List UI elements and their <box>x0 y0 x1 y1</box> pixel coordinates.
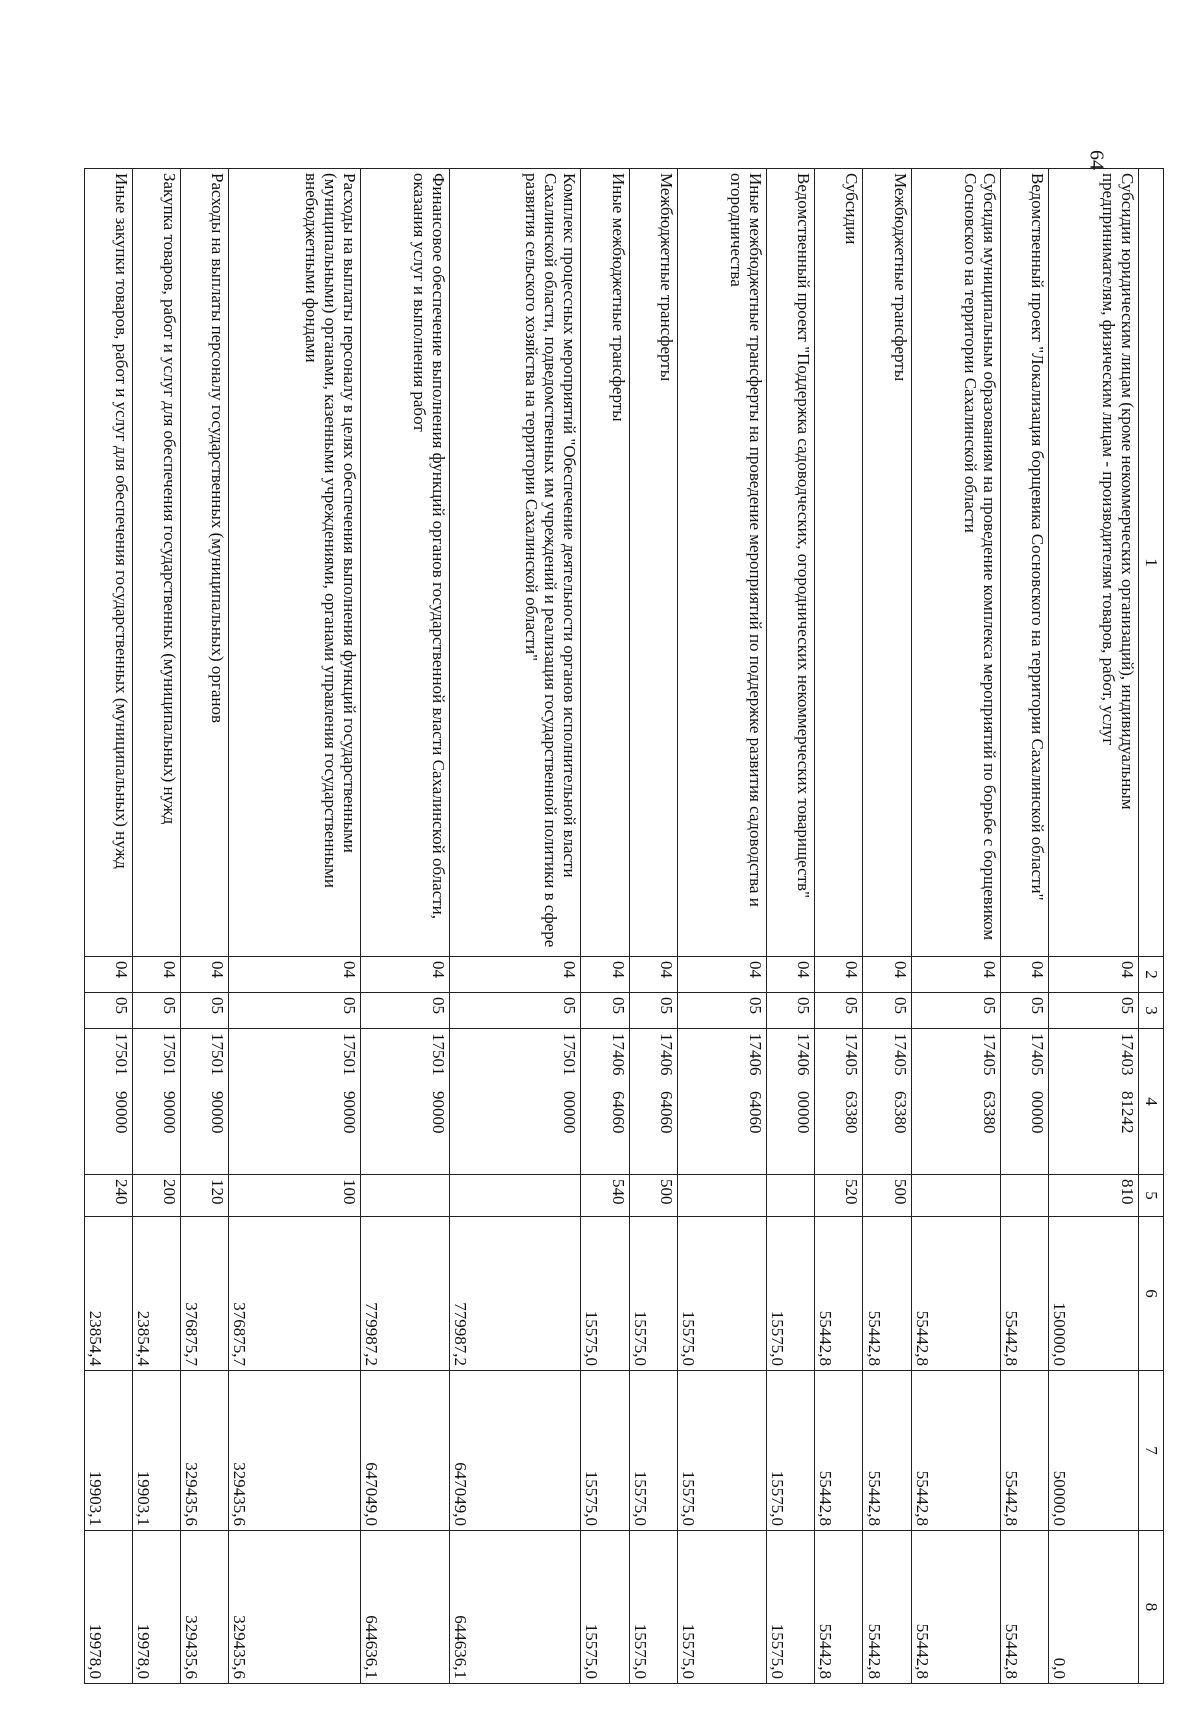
row-name: Межбюджетные трансферты <box>629 169 677 957</box>
row-name: Закупка товаров, работ и услуг для обеспечения государственных (муниципальных) нужд <box>133 169 181 957</box>
amount-col-8: 19978,0 <box>133 1531 181 1684</box>
subsection-code: 05 <box>581 993 629 1029</box>
amount-col-7: 55442,8 <box>1001 1371 1049 1531</box>
expense-type-code <box>360 1175 450 1217</box>
section-code: 04 <box>133 957 181 993</box>
amount-col-6: 779987,2 <box>450 1217 581 1371</box>
amount-col-6: 150000,0 <box>1049 1217 1139 1371</box>
amount-col-6: 376875,7 <box>229 1217 360 1371</box>
amount-col-6: 55442,8 <box>911 1217 1001 1371</box>
target-article-code <box>85 1029 133 1175</box>
section-code: 04 <box>229 957 360 993</box>
article-code-part-2: 63380 <box>842 1091 862 1134</box>
subsection-code: 05 <box>911 993 1001 1029</box>
subsection-code: 05 <box>815 993 863 1029</box>
target-article-code <box>815 1029 863 1175</box>
subsection-code: 05 <box>863 993 911 1029</box>
row-name: Финансовое обеспечение выполнения функций органов государственной власти Сахалинской области, оказания услуг и выполнения работ <box>360 169 450 957</box>
table-row <box>181 169 229 1684</box>
amount-col-6: 23854,4 <box>133 1217 181 1371</box>
article-code-part-1: 17406 <box>656 1033 676 1076</box>
table-row <box>1001 169 1049 1684</box>
article-code-part-1: 17501 <box>429 1033 449 1076</box>
expense-type-code: 500 <box>629 1175 677 1217</box>
subsection-code: 05 <box>1049 993 1139 1029</box>
row-name: Иные закупки товаров, работ и услуг для обеспечения государственных (муниципальных) нужд <box>85 169 133 957</box>
target-article-code <box>133 1029 181 1175</box>
header-cell: 6 <box>1139 1217 1164 1371</box>
amount-col-6: 15575,0 <box>629 1217 677 1371</box>
article-code-part-2: 00000 <box>560 1091 580 1134</box>
expense-type-code: 100 <box>229 1175 360 1217</box>
budget-table-container <box>84 168 1164 1683</box>
section-code: 04 <box>767 957 815 993</box>
section-code: 04 <box>911 957 1001 993</box>
amount-col-7: 15575,0 <box>581 1371 629 1531</box>
header-cell: 4 <box>1139 1029 1164 1175</box>
subsection-code: 05 <box>181 993 229 1029</box>
expense-type-code <box>911 1175 1001 1217</box>
article-code-part-2: 90000 <box>429 1091 449 1134</box>
row-name: Субсидии <box>815 169 863 957</box>
section-code: 04 <box>85 957 133 993</box>
section-code: 04 <box>677 957 767 993</box>
rotated-page-area <box>84 168 1164 1683</box>
section-code: 04 <box>1049 957 1139 993</box>
target-article-code <box>1049 1029 1139 1175</box>
row-name: Расходы на выплаты персоналу государственных (муниципальных) органов <box>181 169 229 957</box>
subsection-code: 05 <box>85 993 133 1029</box>
table-row <box>450 169 581 1684</box>
article-code-part-2: 63380 <box>980 1091 1000 1134</box>
target-article-code <box>229 1029 360 1175</box>
subsection-code: 05 <box>1001 993 1049 1029</box>
budget-table <box>84 168 1164 1684</box>
article-code-part-1: 17406 <box>794 1033 814 1076</box>
target-article-code <box>863 1029 911 1175</box>
table-row <box>133 169 181 1684</box>
amount-col-6: 55442,8 <box>863 1217 911 1371</box>
article-code-part-1: 17501 <box>208 1033 228 1076</box>
article-code-part-1: 17405 <box>980 1033 1000 1076</box>
header-cell: 1 <box>1139 169 1164 957</box>
amount-col-6: 55442,8 <box>815 1217 863 1371</box>
target-article-code <box>360 1029 450 1175</box>
page-number: 64 <box>1085 150 1108 170</box>
row-name: Иные межбюджетные трансферты <box>581 169 629 957</box>
article-code-part-2: 64060 <box>656 1091 676 1134</box>
article-code-part-2: 63380 <box>890 1091 910 1134</box>
expense-type-code: 240 <box>85 1175 133 1217</box>
table-row <box>85 169 133 1684</box>
amount-col-7: 15575,0 <box>629 1371 677 1531</box>
header-cell: 7 <box>1139 1371 1164 1531</box>
amount-col-8: 15575,0 <box>767 1531 815 1684</box>
section-code: 04 <box>581 957 629 993</box>
target-article-code <box>1001 1029 1049 1175</box>
amount-col-8: 15575,0 <box>677 1531 767 1684</box>
table-row <box>360 169 450 1684</box>
expense-type-code <box>767 1175 815 1217</box>
amount-col-8: 15575,0 <box>629 1531 677 1684</box>
expense-type-code: 200 <box>133 1175 181 1217</box>
header-cell: 5 <box>1139 1175 1164 1217</box>
table-row <box>229 169 360 1684</box>
amount-col-8: 644636,1 <box>450 1531 581 1684</box>
amount-col-8: 55442,8 <box>863 1531 911 1684</box>
row-name: Субсидии юридическим лицам (кроме некоммерческих организаций), индивидуальным предпринимателям, физическим лицам - производителям товаров, работ, услуг <box>1049 169 1139 957</box>
amount-col-8: 55442,8 <box>1001 1531 1049 1684</box>
section-code: 04 <box>450 957 581 993</box>
amount-col-7: 19903,1 <box>85 1371 133 1531</box>
amount-col-8: 644636,1 <box>360 1531 450 1684</box>
amount-col-6: 23854,4 <box>85 1217 133 1371</box>
article-code-part-2: 81242 <box>1118 1091 1137 1134</box>
expense-type-code <box>677 1175 767 1217</box>
article-code-part-2: 90000 <box>208 1091 228 1134</box>
amount-col-7: 55442,8 <box>911 1371 1001 1531</box>
subsection-code: 05 <box>767 993 815 1029</box>
row-name: Субсидия муниципальным образованиям на проведение комплекса мероприятий по борьбе с борщевиком Сосновского на территории Сахалинской области <box>911 169 1001 957</box>
subsection-code: 05 <box>133 993 181 1029</box>
row-name: Ведомственный проект "Поддержка садоводческих, огороднических некоммерческих товариществ" <box>767 169 815 957</box>
article-code-part-1: 17405 <box>890 1033 910 1076</box>
section-code: 04 <box>1001 957 1049 993</box>
amount-col-7: 55442,8 <box>863 1371 911 1531</box>
article-code-part-2: 64060 <box>746 1091 766 1134</box>
article-code-part-1: 17501 <box>160 1033 180 1076</box>
expense-type-code: 520 <box>815 1175 863 1217</box>
amount-col-7: 55442,8 <box>815 1371 863 1531</box>
amount-col-8: 19978,0 <box>85 1531 133 1684</box>
target-article-code <box>581 1029 629 1175</box>
expense-type-code <box>450 1175 581 1217</box>
amount-col-8: 55442,8 <box>815 1531 863 1684</box>
article-code-part-1: 17406 <box>746 1033 766 1076</box>
article-code-part-2: 90000 <box>339 1091 359 1134</box>
article-code-part-2: 00000 <box>1028 1091 1048 1134</box>
amount-col-8: 329435,6 <box>181 1531 229 1684</box>
article-code-part-1: 17501 <box>112 1033 132 1076</box>
subsection-code: 05 <box>677 993 767 1029</box>
table-row <box>815 169 863 1684</box>
row-name: Межбюджетные трансферты <box>863 169 911 957</box>
expense-type-code: 540 <box>581 1175 629 1217</box>
header-cell: 8 <box>1139 1531 1164 1684</box>
table-row <box>629 169 677 1684</box>
target-article-code <box>767 1029 815 1175</box>
amount-col-7: 19903,1 <box>133 1371 181 1531</box>
subsection-code: 05 <box>629 993 677 1029</box>
row-name: Расходы на выплаты персоналу в целях обеспечения выполнения функций государственными (муниципальными) органами, казенными учреждениями, органами управления государственными внебюджетными фондами <box>229 169 360 957</box>
expense-type-code: 810 <box>1049 1175 1139 1217</box>
amount-col-8: 329435,6 <box>229 1531 360 1684</box>
table-row <box>863 169 911 1684</box>
header-cell: 2 <box>1139 957 1164 993</box>
article-code-part-2: 00000 <box>794 1091 814 1134</box>
target-article-code <box>450 1029 581 1175</box>
article-code-part-1: 17405 <box>842 1033 862 1076</box>
article-code-part-1: 17405 <box>1028 1033 1048 1076</box>
target-article-code <box>629 1029 677 1175</box>
amount-col-7: 50000,0 <box>1049 1371 1139 1531</box>
amount-col-6: 15575,0 <box>677 1217 767 1371</box>
target-article-code <box>911 1029 1001 1175</box>
amount-col-7: 329435,6 <box>229 1371 360 1531</box>
table-row <box>581 169 629 1684</box>
section-code: 04 <box>360 957 450 993</box>
amount-col-7: 15575,0 <box>767 1371 815 1531</box>
amount-col-7: 329435,6 <box>181 1371 229 1531</box>
subsection-code: 05 <box>360 993 450 1029</box>
expense-type-code <box>1001 1175 1049 1217</box>
section-code: 04 <box>181 957 229 993</box>
article-code-part-1: 17501 <box>339 1033 359 1076</box>
amount-col-6: 55442,8 <box>1001 1217 1049 1371</box>
table-row <box>1049 169 1139 1684</box>
amount-col-7: 15575,0 <box>677 1371 767 1531</box>
row-name: Иные межбюджетные трансферты на проведение мероприятий по поддержке развития садоводства и огородничества <box>677 169 767 957</box>
expense-type-code: 500 <box>863 1175 911 1217</box>
header-cell: 3 <box>1139 993 1164 1029</box>
row-name: Комплекс процессных мероприятий "Обеспечение деятельности органов исполнительной власти Сахалинской области, подведомственных им учреждений и реализация государственной политики в сфере развития сельского хозяйства на территории Сахалинской области" <box>450 169 581 957</box>
article-code-part-1: 17501 <box>560 1033 580 1076</box>
amount-col-7: 647049,0 <box>450 1371 581 1531</box>
section-code: 04 <box>863 957 911 993</box>
header-row <box>1139 169 1164 1684</box>
amount-col-8: 0,0 <box>1049 1531 1139 1684</box>
table-row <box>767 169 815 1684</box>
article-code-part-1: 17403 <box>1118 1033 1137 1076</box>
table-row <box>677 169 767 1684</box>
subsection-code: 05 <box>450 993 581 1029</box>
article-code-part-2: 64060 <box>608 1091 628 1134</box>
article-code-part-2: 90000 <box>160 1091 180 1134</box>
section-code: 04 <box>815 957 863 993</box>
amount-col-6: 779987,2 <box>360 1217 450 1371</box>
article-code-part-2: 90000 <box>112 1091 132 1134</box>
row-name: Ведомственный проект "Локализация борщевика Сосновского на территории Сахалинской области" <box>1001 169 1049 957</box>
amount-col-6: 376875,7 <box>181 1217 229 1371</box>
amount-col-8: 55442,8 <box>911 1531 1001 1684</box>
table-row <box>911 169 1001 1684</box>
target-article-code <box>181 1029 229 1175</box>
subsection-code: 05 <box>229 993 360 1029</box>
target-article-code <box>677 1029 767 1175</box>
expense-type-code: 120 <box>181 1175 229 1217</box>
amount-col-8: 15575,0 <box>581 1531 629 1684</box>
article-code-part-1: 17406 <box>608 1033 628 1076</box>
amount-col-6: 15575,0 <box>581 1217 629 1371</box>
amount-col-7: 647049,0 <box>360 1371 450 1531</box>
section-code: 04 <box>629 957 677 993</box>
amount-col-6: 15575,0 <box>767 1217 815 1371</box>
